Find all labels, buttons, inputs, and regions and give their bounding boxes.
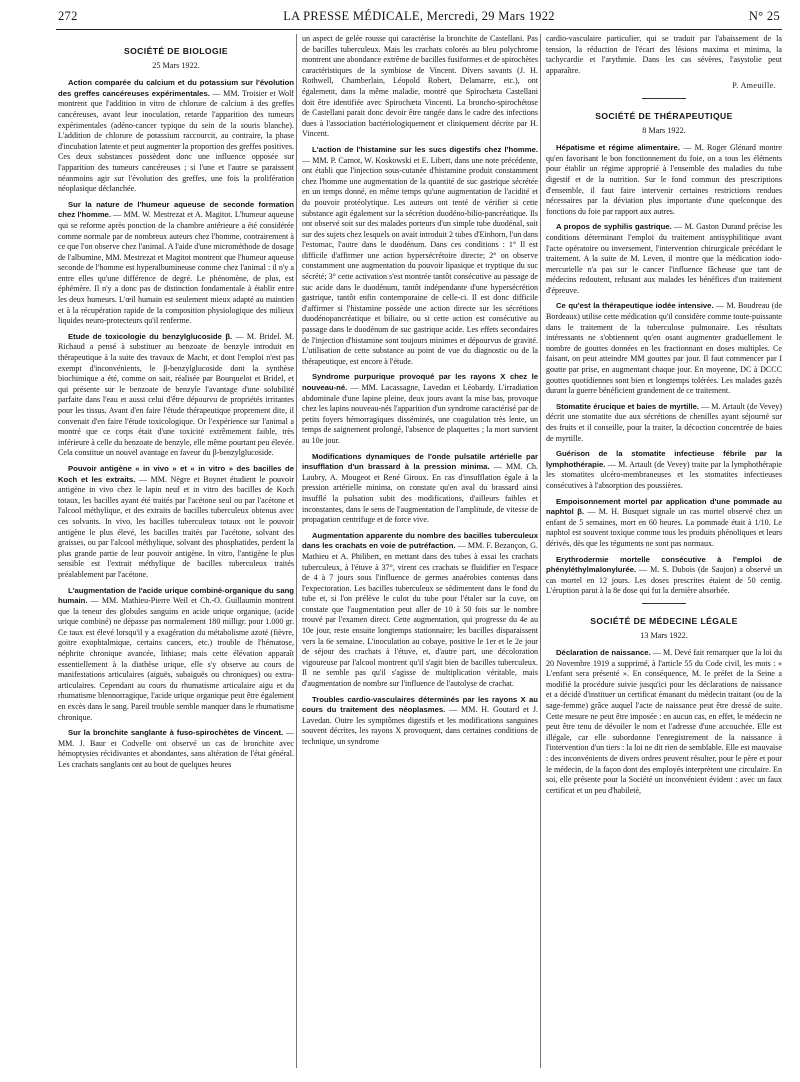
article-body: — MM. H. Goutard et J. Lavedan. Outre les symptômes digestifs et les modifications sanguines souvent décrites, les rayons X provoquent, dans certaines conditions de technique, un syndrome (302, 705, 538, 746)
article-title: A propos de syphilis gastrique. (556, 222, 672, 232)
article-title: Hépatisme et régime alimentaire. (556, 143, 680, 153)
column-3 (546, 34, 782, 801)
signature: P. Ameuille. (732, 81, 776, 91)
article-title: Action comparée du calcium et du potassium sur l'évolution des greffes cancéreuses expérimentales. (58, 78, 294, 98)
article-paragraph (58, 728, 294, 770)
article-body: — MM. W. Mestrezat et A. Magitot. L'humeur aqueuse qui se reforme après ponction de la chambre antérieure a été considérée comme normale par de nombreux auteurs chez l'homme, contrairement à ce que l'on observe chez l'animal. A l'aide d'une microméthode de dosage de l'albumine, MM. Mestrezat et Magitot montrent que l'humeur aqueuse seconde de l'homme est hyperalbumineuse comme chez l'animal : il n'y a entre elles qu'une différence de degré. Le phénomène, de plus, est éphémère. Il n'y a donc pas de distinction fondamentale à établir entre les deux humeurs. L'œil humain est seulement mieux adapté au maintien et à la récupération rapide de la composition physiologique des milieux liquides neuro-protecteurs qu'il renferme. (58, 210, 294, 326)
article-paragraph (58, 200, 294, 327)
article-paragraph (302, 372, 538, 446)
session-date: 13 Mars 1922. (640, 630, 688, 640)
article-paragraph (546, 143, 782, 217)
article-paragraph (546, 648, 782, 796)
article-paragraph (302, 695, 538, 748)
article-paragraph (546, 497, 782, 550)
article-list (546, 143, 782, 597)
article-body: — M. Boudreau (de Bordeaux) utilise cette médication qu'il considère comme toute-puissante dans le traitement de la tuberculose pulmonaire. Les résultats intéressants ne s'obtiennent qu'en osant augmenter graduellement le nombre de gouttes données en les fractionnant en doses multiples. Ce faisant, on peut atteindre MM gouttes par jour. Il faut commencer par I goutte par prise, en augmentant chaque jour. En moyenne, DC à DCCC gouttes quotidiennes sont bien et longtemps tolérées. Les malades gazés durant la guerre bénéficient grandement de ce traitement. (546, 301, 782, 396)
page-header (58, 9, 780, 25)
session-date: 25 Mars 1922. (152, 60, 200, 70)
article-paragraph (302, 452, 538, 526)
article-title: Modifications dynamiques de l'onde pulsatile artérielle par insufflation d'un brassard à la pression minima. (302, 451, 538, 472)
column-1 (58, 34, 294, 776)
article-body: — MM. P. Carnot, W. Koskowski et E. Libert, dans une note précédente, ont établi que l'injection sous-cutanée d'histamine produit constamment chez l'homme une augmentation de la quantité de suc gastrique sécrétée en un temps donné, en même temps qu'une augmentation de l'acidité et du pouvoir protéolytique. Les auteurs ont tenté de vérifier si cette substance agit également sur la sécrétion duodéno-bilio-pancréatique. Ils ont observé soit sur des malades porteurs d'un simple tube duodénal, soit sur des sujets chez lesquels on avait introduit 2 tubes d'Einhorn, l'un dans l'estomac, l'autre dans le duodénum. Dans ces conditions : 1° Il est difficile d'affirmer une action hypersécrétoire directe; 2° on observe constamment une augmentation du pouvoir lipasique et tryptique du suc sécrété; 3° cette activation s'est montrée tantôt consécutive au passage de suc acide dans le duodénum, tantôt indépendante d'une hypersécrétion gastrique, tantôt enfin contemporaine de celle-ci. Il est donc difficile d'affirmer si l'histamine possède une action directe sur les sécrétions duodénopancréatique et biliaire, ou si cette action est consécutive au passage dans le duodénum de suc gastrique acide. Les effets secondaires de l'injection d'histamine sont toujours minimes et dépourvus de gravité. L'utilisation de cette substance au point de vue du diagnostic ou de la thérapeutique, est encore à l'étude. (302, 155, 538, 366)
article-body: — M. Roger Glénard montre qu'en favorisant le bon fonctionnement du foie, on a tous les éléments pour établir un régime approprié à l'ensemble des maladies du tube digestif et de la nutrition. Sur le fond commun des prescriptions d'ensemble, il faut faire intervenir certaines restrictions rendues nécessaires par la déviation plus importante d'une quelconque des fonctions du foie par rapport aux autres. (546, 143, 782, 216)
society-heading: SOCIÉTÉ DE BIOLOGIE (123, 46, 229, 56)
society-heading: SOCIÉTÉ DE MÉDECINE LÉGALE (590, 615, 738, 626)
column-divider (296, 34, 297, 1068)
article-paragraph (302, 531, 538, 690)
article-body: — M. Devé fait remarquer que la loi du 20 Novembre 1919 a supprimé, à l'article 55 du Code civil, les mots : « L'enfant sera présenté ». En conséquence, M. le préfet de la Seine a modifié la procédure suivie jusqu'ici pour les déclarations de naissance et a décidé d'instituer un certificat émanant du médecin traitant (ou de la sage-femme) grâce auquel l'acte de naissance peut être dressé de suite. Cette mesure ne peut être imposée : en aucun cas, en effet, le médecin ne peut être tenu de dévoiler le nom et l'adresse d'une accouchée. Elle est illégale, car elle subordonne l'enregistrement de la naissance à l'intervention d'un tiers : la loi ne dit rien de semblable. Elle est mauvaise : des inconvénients de divers ordres peuvent résulter, pour le père et pour le médecin, de la façon dont des employés interprètent une circulaire. En soi, elle présente pour la Société un inconvénient évident : avec un faux certificat et un peu d'habileté, (546, 648, 782, 795)
article-paragraph (546, 449, 782, 491)
article-title: Ce qu'est la thérapeutique iodée intensive. (556, 301, 714, 311)
page-number: 272 (58, 9, 78, 23)
article-body: un aspect de gelée rousse qui caractérise la bronchite de Castellani. Pas de bacilles tuberculeux. Mais les crachats colorés au bleu polychrome montrent une abondance extrême de bacilles fusiformes et de spirochètes caractéristiques de la symbiose de Vincent. Divers savants (J. H. Rothwell, Chamberlain, Léopold Robert, Delamarre, etc.), ont également, dans la même maladie, montré que Spirochæta Castellani doit être identifiée avec Spirochæta Vincenti. La broncho-spirochétose de Castellani parait donc devoir être rangée dans le cadre des infections dues à l'association bactériologiquement et cliniquement décrite par H. Vincent. (302, 34, 538, 139)
article-body: cardio-vasculaire particulier, qui se traduit par l'abaissement de la tension, la réduction de l'écart des lésions maxima et minima, la tachycardie et l'arythmie. Dans les cas sévères, l'asystolie peut apparaître. (546, 34, 782, 75)
article-paragraph (58, 464, 294, 581)
article-body: — MM. Mathieu-Pierre Weil et Ch.-O. Guillaumin montrent que la teneur des globules sanguins en acide urique organique, (acide urique combiné) ne dépasse pas normalement 180 milligr. pour 1.000 gr. Ce taux est élevé lorsqu'il y a exagération du métabolisme azoté (fièvre, goitre exophtalmique, certains cancers, etc.) trouble de l'hématose, néphrite chronique avancée, lithiase; mais cette élévation apparaît essentiellement à la diathèse urique, elle s'y observe au cours de manifestations articulaires (aiguës, subaiguës ou chroniques) ou extra-articulaires. Cependant au cours du rhumatisme articulaire aigu et du rhumatisme blennorragique, l'acide urique organique peut être également en excès dans le sang. Pareil trouble semble manquer dans le rhumatisme chronique. (58, 596, 294, 722)
article-paragraph (302, 145, 538, 367)
issue-number: N° 25 (748, 9, 780, 23)
article-paragraph (546, 555, 782, 597)
header-rule (56, 29, 782, 30)
article-title: L'augmentation de l'acide urique combiné-organique du sang humain. (58, 585, 294, 606)
article-title: Augmentation apparente du nombre des bacilles tuberculeux dans les crachats en voie de putréfaction. (302, 530, 538, 551)
article-title: Sur la bronchite sanglante à fuso-spirochètes de Vincent. (68, 728, 284, 738)
article-body: — MM. J. Baur et Codvelle ont observé un cas de bronchite avec hémoptysies récidivantes et abondantes, sans altération de l'état général. Les crachats sanglants ont au bout de quelques heures (58, 728, 294, 769)
article-title: Pouvoir antigène « in vivo » et « in vitro » des bacilles de Koch et les extraits. (58, 463, 294, 484)
article-paragraph (58, 78, 294, 195)
article-title: L'action de l'histamine sur les sucs digestifs chez l'homme. (312, 144, 538, 154)
article-title: Etude de toxicologie du benzylglucoside β. (68, 331, 233, 341)
article-title: Déclaration de naissance. (556, 648, 651, 658)
article-body: — MM. F. Bezançon, G. Mathieu et A. Philibert, en mettant dans des tubes à essai les crachats tuberculeux, à l'étuve à 37°, virent ces crachats se fluidifier en l'espace de 4 à 7 jours sous l'influence de germes anaérobies contenus dans l'expectoration. Les bacilles tuberculeux se sédimentent dans le fond du tube et, si l'on prélève le culot du tube pour l'étaler sur la cuve, on constate que l'augmentation peut aller de 10 à 50 fois sur le nombre trouvé par l'examen direct. Cette augmentation, qui progresse du 4e au 10e jour, reste ensuite longtemps stationnaire; les bacilles disparaissent vers la 6e semaine. L'inoculation au cobaye, positive le 1er et le 2e jour de séjour des crachats à l'étuve, et, d'autre part, une décoloration vigoureuse par l'alcool montrent qu'il s'agit bien de bacilles tuberculeux. Il ne semble pas qu'il s'agisse de multiplication véritable, mais d'augmentation de nombre sur l'influence de l'autolyse de crachat. (302, 541, 539, 689)
article-body: — M. Gaston Durand précise les conditions déterminant l'emploi du traitement antisyphilitique avant l'acte opératoire ou inversement, l'intervention chirurgicale précédant le traitement. A la suite de M. Leven, il montre que la médication iodo-mercurielle n'a pas sur le cancer l'influence fâcheuse que tant de médecins redoutent, refusant aux malades les bénéfices d'un traitement d'épreuve. (546, 222, 783, 295)
article-title: Stomatite érucique et baies de myrtille. (556, 401, 700, 411)
article-body: — MM. Troisier et Wolf montrent que l'addition in vitro de chlorure de calcium à des greffes cancéreuses, avant leur inoculation, retarde l'apparition des tumeurs expérimentales (adéno-cancer typique du sein de la souris blanche). L'addition de chlorure de potassium raccourcit, au contraire, la phase d'incubation latente et peut augmenter la proportion des greffes positives. Ces deux substances possèdent donc une influence opposée sur l'apparition des tumeurs cancéreuses ; si l'une et l'autre se paraissent néanmoins agir sur l'évolution des greffes, une fois la prolifération néoplasique déclanchée. (58, 88, 294, 194)
article-paragraph (546, 222, 782, 296)
article-paragraph (546, 402, 782, 444)
article-body: — M. Bridel. M. Richaud a pensé à substituer au benzoate de benzyle introduit en thérapeutique à la suite des travaux de Macht, et dont l'emploi n'est pas exempt d'inconvénients, le β-benzylglucoside dont la synthèse biochimique a été, comme on sait, réalisée par Bourquelot et Bridel, et qui présente sur le benzoate de benzyle l'avantage d'une solubilité parfaite dans l'eau et aussi celui d'être dépourvu de propriétés irritantes pour les tissus. Avant d'en faire l'étude thérapeutique proprement dite, il convenait d'en faire l'étude toxicologique. Or l'expérience sur l'animal a montré que ce corps était d'une toxicité extrêmement faible, très inférieure à celle du benzoate de benzyle, elle même pourtant peu élevée. Cela constitue un nouvel avantage en faveur du β-benzylglucoside. (58, 331, 294, 458)
article-title: Troubles cardio-vasculaires déterminés par les rayons X au cours du traitement des néoplasmes. (302, 694, 538, 715)
article-paragraph (302, 34, 538, 140)
article-title: Guérison de la stomatite infectieuse fébrile par la lymphothérapie. (546, 449, 782, 469)
article-title: Sur la nature de l'humeur aqueuse de seconde formation chez l'homme. (58, 199, 294, 220)
article-body: — M. S. Dubois (de Saujon) a observé un cas mortel en 12 jours. Les doses prescrites étaient de 50 centig. L'éruption parut à la 8e dose qui fut la dernière absorbée. (546, 565, 782, 596)
article-list (546, 34, 782, 76)
article-title: Erythrodermie mortelle consécutive à l'emploi de phényléthylmalonylurée. (546, 554, 782, 575)
section-separator (642, 98, 686, 99)
publication-title: LA PRESSE MÉDICALE, Mercredi, 29 Mars 1922 (283, 9, 555, 23)
article-paragraph (546, 34, 782, 76)
section-separator (642, 603, 686, 604)
article-list (302, 34, 538, 748)
article-list (58, 78, 294, 770)
article-paragraph (58, 332, 294, 459)
article-body: — MM. Lacassagne, Lavedan et Léobardy. L'irradiation abdominale d'une lapine pleine, deux jours avant la mise bas, provoque chez les lapins nouveau-nés l'apparition d'un syndrome caractérisé par de petits foyers hémorragiques disséminés, une coagulation très lente, un temps de saignement prolongé, l'absence de plaquettes ; la mort survient au 10e jour. (302, 383, 538, 445)
column-2 (302, 34, 538, 753)
column-divider (540, 34, 541, 1068)
article-paragraph (546, 301, 782, 396)
session-date: 8 Mars 1922. (642, 125, 686, 135)
article-body: — M. Artault (de Vevey) décrit une stomatite due aux sécrétions de chenilles ayant séjourné sur des fruits et il conseille, pour la traiter, la décoction concentrée de baies de myrtille. (546, 401, 782, 443)
article-list (546, 648, 782, 796)
article-body: — M. Artault (de Vevey) traite par la lymphothérapie les stomatites ulcéro-membraneuses et les stomatites infectieuses consécutives à l'absorption des poussières. (546, 459, 782, 490)
article-body: — MM. Ch. Laubry, A. Mougeot et René Giroux. En cas d'insufflation égale à la pression artérielle minima, on constate qu'en aval du brassard ainsi insufflé la pulsation subit des modifications, d'ailleurs faibles et inconstantes, dans le sens de l'augmentation de l'amplitude, de vitesse de propagation centrifuge et de force vive. (302, 462, 538, 525)
society-heading: SOCIÉTÉ DE THÉRAPEUTIQUE (595, 110, 733, 121)
article-body: — M. H. Busquet signale un cas mortel observé chez un enfant de 5 semaines, mort en 60 heures. La pommade était à 1/10. Le naphtol est souvent toxique comme tous les produits phénoliques et leurs dérivés, dès que les téguments ne sont pas normaux. (546, 507, 782, 548)
article-title: Empoisonnement mortel par application d'une pommade au naphtol β. (546, 496, 782, 517)
article-paragraph (58, 586, 294, 724)
article-body: — MM. Nègre et Boynet étudient le pouvoir antigène in vivo chez le lapin neuf et in vitro des bacilles de Koch totaux, les bacilles ayant été traités par l'acétone seul ou par l'acétone et l'alcool méthylique, et des extraits de bacilles tuberculeux obtenus avec ces solvants. In vivo, les bacilles tuberculeux totaux ont le pouvoir antigène le plus élevé, les bacilles traités par l'acétone, solvant des graisses, ou par l'alcool méthylique, solvant des phosphatides, perdent la plus grande partie de leur pouvoir antigène. In vitro, l'antigène le plus sensible est l'extrait méthylique de bacilles tuberculeux traités préalablement par l'acétone. (58, 474, 294, 579)
article-title: Syndrome purpurique provoqué par les rayons X chez le nouveau-né. (302, 372, 538, 392)
